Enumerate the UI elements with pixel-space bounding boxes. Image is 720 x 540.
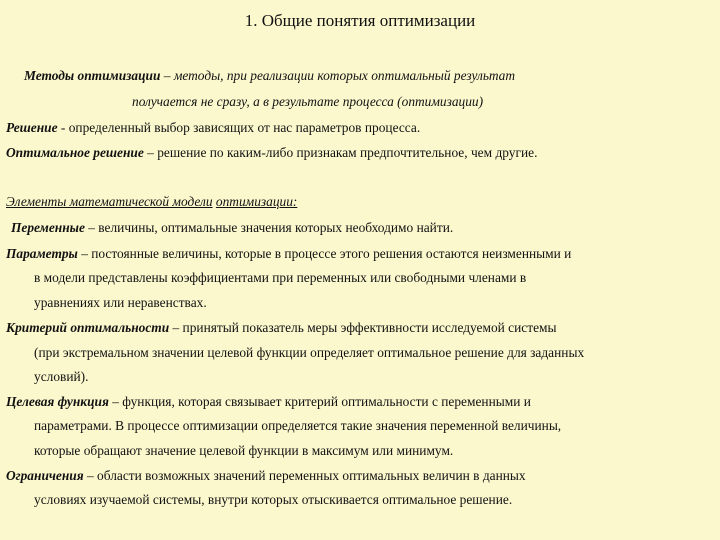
variables-line xyxy=(11,221,453,234)
decision-line xyxy=(6,121,420,134)
optimal-decision-line xyxy=(6,146,537,159)
criterion-line-1 xyxy=(6,321,556,334)
parameters-term: Параметры xyxy=(6,246,78,261)
parameters-line-1 xyxy=(6,247,571,260)
methods-term: Методы оптимизации xyxy=(24,68,161,83)
constraints-term: Ограничения xyxy=(6,468,84,483)
constraints-line-2 xyxy=(34,493,512,506)
criterion-term: Критерий оптимальности xyxy=(6,320,170,335)
criterion-line-2 xyxy=(34,346,584,359)
objective-definition-2: параметрами. В процессе оптимизации определяется такие значения переменной величины, xyxy=(34,418,562,433)
objective-term: Целевая функция xyxy=(6,394,109,409)
elements-heading xyxy=(6,195,297,208)
criterion-definition-1: – принятый показатель меры эффективности исследуемой системы xyxy=(169,320,557,335)
constraints-definition-1: – области возможных значений переменных оптимальных величин в данных xyxy=(83,468,526,483)
objective-line-1 xyxy=(6,395,531,408)
variables-definition: – величины, оптимальные значения которых необходимо найти. xyxy=(84,220,454,235)
criterion-line-3 xyxy=(34,370,88,383)
methods-definition-1: – методы, при реализации которых оптимальный результат xyxy=(160,68,516,83)
elements-heading-part-2: оптимизации: xyxy=(215,194,298,209)
criterion-definition-3: условий). xyxy=(34,369,89,384)
constraints-line-1 xyxy=(6,469,526,482)
methods-line-1 xyxy=(24,69,515,82)
constraints-definition-2: условиях изучаемой системы, внутри которых отыскивается оптимальное решение. xyxy=(34,492,513,507)
parameters-line-2 xyxy=(34,271,526,284)
criterion-definition-2: (при экстремальном значении целевой функции определяет оптимальное решение для заданных xyxy=(34,345,585,360)
objective-line-2 xyxy=(34,419,561,432)
slide-title: 1. Общие понятия оптимизации xyxy=(244,11,476,30)
elements-heading-part-1: Элементы математической модели xyxy=(6,194,213,209)
variables-term: Переменные xyxy=(11,220,85,235)
methods-definition-2: получается не сразу, а в результате процесса (оптимизации) xyxy=(132,94,484,109)
decision-term: Решение xyxy=(6,120,58,135)
objective-definition-1: – функция, которая связывает критерий оптимальности с переменными и xyxy=(108,394,531,409)
parameters-line-3 xyxy=(34,296,207,309)
parameters-definition-3: уравнениях или неравенствах. xyxy=(34,295,207,310)
parameters-definition-2: в модели представлены коэффициентами при переменных или свободными членами в xyxy=(34,270,527,285)
objective-line-3 xyxy=(34,444,453,457)
parameters-definition-1: – постоянные величины, которые в процессе этого решения остаются неизменными и xyxy=(77,246,572,261)
optimal-decision-definition: – решение по каким-либо признакам предпочтительное, чем другие. xyxy=(143,145,538,160)
optimal-decision-term: Оптимальное решение xyxy=(6,145,144,160)
decision-definition: - определенный выбор зависящих от нас параметров процесса. xyxy=(57,120,421,135)
objective-definition-3: которые обращают значение целевой функции в максимум или минимум. xyxy=(34,443,454,458)
methods-line-2 xyxy=(132,95,483,108)
